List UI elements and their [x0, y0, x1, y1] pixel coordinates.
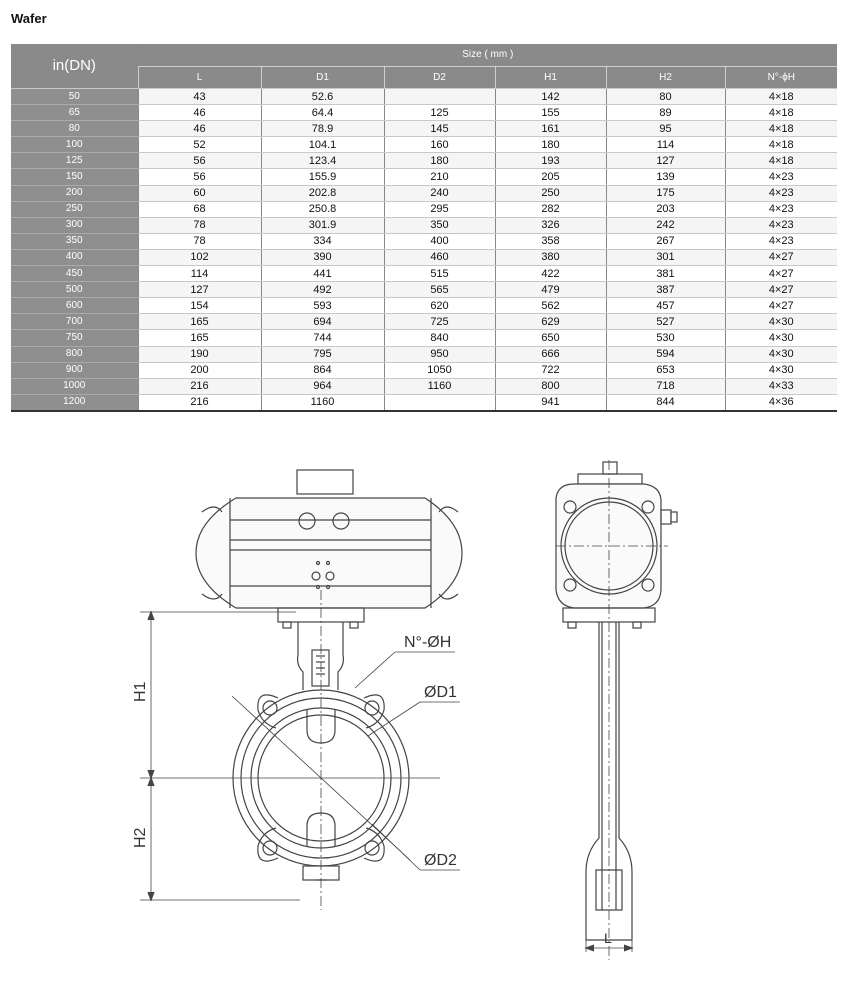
dn-cell: 1000: [11, 378, 138, 394]
cell-d1: 795: [261, 346, 384, 362]
cell-d2: 125: [384, 105, 495, 121]
cell-l: 200: [138, 362, 261, 378]
cell-d1: 78.9: [261, 121, 384, 137]
cell-nh: 4×18: [725, 89, 837, 105]
cell-h2: 844: [606, 394, 725, 411]
table-row: [11, 298, 837, 314]
cell-l: 114: [138, 266, 261, 282]
cell-l: 165: [138, 314, 261, 330]
cell-d2: 350: [384, 217, 495, 233]
cell-h1: 282: [495, 201, 606, 217]
cell-d1: 593: [261, 298, 384, 314]
cell-d1: 1160: [261, 394, 384, 411]
cell-d2: 1050: [384, 362, 495, 378]
size-header: Size ( mm ): [138, 44, 837, 67]
cell-h2: 387: [606, 282, 725, 298]
cell-l: 216: [138, 394, 261, 411]
cell-nh: 4×18: [725, 137, 837, 153]
table-row: [11, 282, 837, 298]
dn-cell: 600: [11, 298, 138, 314]
table-row: [11, 169, 837, 185]
cell-d2: 210: [384, 169, 495, 185]
cell-h2: 114: [606, 137, 725, 153]
dn-cell: 80: [11, 121, 138, 137]
cell-d2: 565: [384, 282, 495, 298]
label-l: L: [604, 930, 612, 946]
cell-l: 78: [138, 233, 261, 249]
dn-cell: 150: [11, 169, 138, 185]
table-row: [11, 330, 837, 346]
table-row: [11, 89, 837, 105]
label-h2: H2: [132, 827, 149, 848]
cell-d1: 390: [261, 249, 384, 265]
dn-cell: 250: [11, 201, 138, 217]
cell-h1: 193: [495, 153, 606, 169]
column-header: H1: [495, 67, 606, 89]
cell-h1: 800: [495, 378, 606, 394]
cell-h1: 142: [495, 89, 606, 105]
cell-h1: 422: [495, 266, 606, 282]
column-header: H2: [606, 67, 725, 89]
cell-d2: 950: [384, 346, 495, 362]
cell-h2: 139: [606, 169, 725, 185]
cell-h2: 594: [606, 346, 725, 362]
dn-cell: 900: [11, 362, 138, 378]
cell-h2: 242: [606, 217, 725, 233]
label-h1: H1: [132, 681, 149, 702]
cell-d2: [384, 394, 495, 411]
dimension-table: [11, 44, 837, 412]
table-row: [11, 153, 837, 169]
cell-nh: 4×30: [725, 314, 837, 330]
table-row: [11, 105, 837, 121]
cell-d2: 160: [384, 137, 495, 153]
table-row: [11, 185, 837, 201]
cell-d1: 64.4: [261, 105, 384, 121]
dn-cell: 65: [11, 105, 138, 121]
cell-d1: 250.8: [261, 201, 384, 217]
cell-d1: 52.6: [261, 89, 384, 105]
cell-d1: 334: [261, 233, 384, 249]
table-row: [11, 394, 837, 411]
cell-l: 43: [138, 89, 261, 105]
cell-h2: 718: [606, 378, 725, 394]
cell-d1: 301.9: [261, 217, 384, 233]
cell-l: 216: [138, 378, 261, 394]
cell-l: 127: [138, 282, 261, 298]
cell-nh: 4×27: [725, 282, 837, 298]
dn-cell: 750: [11, 330, 138, 346]
dn-cell: 450: [11, 266, 138, 282]
label-d1: ØD1: [424, 684, 457, 701]
dn-cell: 350: [11, 233, 138, 249]
dn-cell: 300: [11, 217, 138, 233]
cell-l: 154: [138, 298, 261, 314]
cell-d2: 515: [384, 266, 495, 282]
side-stem: [603, 462, 617, 474]
cell-d2: 295: [384, 201, 495, 217]
cell-h1: 180: [495, 137, 606, 153]
cell-d1: 864: [261, 362, 384, 378]
cell-h1: 380: [495, 249, 606, 265]
cell-l: 165: [138, 330, 261, 346]
cell-d2: 180: [384, 153, 495, 169]
cell-nh: 4×23: [725, 217, 837, 233]
dn-cell: 200: [11, 185, 138, 201]
cell-nh: 4×23: [725, 169, 837, 185]
table-row: [11, 233, 837, 249]
cell-h1: 562: [495, 298, 606, 314]
cell-l: 46: [138, 121, 261, 137]
cell-nh: 4×23: [725, 185, 837, 201]
dn-cell: 500: [11, 282, 138, 298]
cell-h1: 479: [495, 282, 606, 298]
label-nh: N°-ØH: [404, 634, 452, 651]
cell-nh: 4×23: [725, 233, 837, 249]
table-row: [11, 266, 837, 282]
cell-h2: 530: [606, 330, 725, 346]
cell-d1: 694: [261, 314, 384, 330]
cell-l: 102: [138, 249, 261, 265]
cell-nh: 4×36: [725, 394, 837, 411]
cell-d2: 1160: [384, 378, 495, 394]
valve-drawing: [0, 440, 862, 990]
cell-d2: [384, 89, 495, 105]
cell-nh: 4×30: [725, 362, 837, 378]
cell-nh: 4×30: [725, 330, 837, 346]
column-header: L: [138, 67, 261, 89]
cell-h2: 89: [606, 105, 725, 121]
actuator-body: [196, 498, 462, 608]
cell-d1: 202.8: [261, 185, 384, 201]
table-row: [11, 137, 837, 153]
cell-h2: 80: [606, 89, 725, 105]
cell-l: 78: [138, 217, 261, 233]
cell-h1: 358: [495, 233, 606, 249]
cell-h1: 250: [495, 185, 606, 201]
cell-d1: 744: [261, 330, 384, 346]
cell-nh: 4×23: [725, 201, 837, 217]
cell-l: 60: [138, 185, 261, 201]
cell-d2: 400: [384, 233, 495, 249]
table-row: [11, 201, 837, 217]
cell-d2: 460: [384, 249, 495, 265]
dn-cell: 1200: [11, 394, 138, 411]
cell-d2: 620: [384, 298, 495, 314]
table-row: [11, 314, 837, 330]
cell-h1: 161: [495, 121, 606, 137]
cell-h2: 267: [606, 233, 725, 249]
cell-nh: 4×18: [725, 121, 837, 137]
label-d2: ØD2: [424, 852, 457, 869]
cell-d1: 155.9: [261, 169, 384, 185]
actuator-top-stem: [297, 470, 353, 494]
table-row: [11, 249, 837, 265]
column-header: D2: [384, 67, 495, 89]
cell-nh: 4×33: [725, 378, 837, 394]
table-row: [11, 346, 837, 362]
cell-d1: 964: [261, 378, 384, 394]
dn-cell: 700: [11, 314, 138, 330]
cell-l: 68: [138, 201, 261, 217]
cell-d2: 240: [384, 185, 495, 201]
cell-nh: 4×18: [725, 105, 837, 121]
table-body: [11, 89, 837, 411]
cell-h1: 326: [495, 217, 606, 233]
cell-h1: 650: [495, 330, 606, 346]
column-header: N°-ϕH: [725, 67, 837, 89]
dn-cell: 125: [11, 153, 138, 169]
cell-nh: 4×30: [725, 346, 837, 362]
cell-h1: 205: [495, 169, 606, 185]
cell-h2: 381: [606, 266, 725, 282]
cell-h1: 941: [495, 394, 606, 411]
cell-l: 46: [138, 105, 261, 121]
cell-h2: 527: [606, 314, 725, 330]
cell-d2: 145: [384, 121, 495, 137]
cell-d2: 840: [384, 330, 495, 346]
table-row: [11, 378, 837, 394]
cell-h1: 155: [495, 105, 606, 121]
cell-nh: 4×18: [725, 153, 837, 169]
cell-h2: 95: [606, 121, 725, 137]
page-title: Wafer: [11, 11, 47, 26]
dn-cell: 50: [11, 89, 138, 105]
cell-h2: 175: [606, 185, 725, 201]
cell-nh: 4×27: [725, 266, 837, 282]
dn-cell: 800: [11, 346, 138, 362]
cell-l: 190: [138, 346, 261, 362]
table-row: [11, 217, 837, 233]
dn-cell: 100: [11, 137, 138, 153]
cell-nh: 4×27: [725, 249, 837, 265]
cell-h1: 629: [495, 314, 606, 330]
table-row: [11, 362, 837, 378]
cell-d2: 725: [384, 314, 495, 330]
cell-h2: 653: [606, 362, 725, 378]
cell-d1: 492: [261, 282, 384, 298]
cell-l: 52: [138, 137, 261, 153]
dn-cell: 400: [11, 249, 138, 265]
cell-d1: 104.1: [261, 137, 384, 153]
column-header: D1: [261, 67, 384, 89]
cell-h2: 301: [606, 249, 725, 265]
cell-h1: 666: [495, 346, 606, 362]
cell-nh: 4×27: [725, 298, 837, 314]
cell-h2: 457: [606, 298, 725, 314]
cell-h2: 127: [606, 153, 725, 169]
table-row: [11, 121, 837, 137]
dn-header: in(DN): [11, 44, 138, 89]
cell-h2: 203: [606, 201, 725, 217]
cell-d1: 441: [261, 266, 384, 282]
cell-l: 56: [138, 169, 261, 185]
cell-h1: 722: [495, 362, 606, 378]
cell-l: 56: [138, 153, 261, 169]
cell-d1: 123.4: [261, 153, 384, 169]
